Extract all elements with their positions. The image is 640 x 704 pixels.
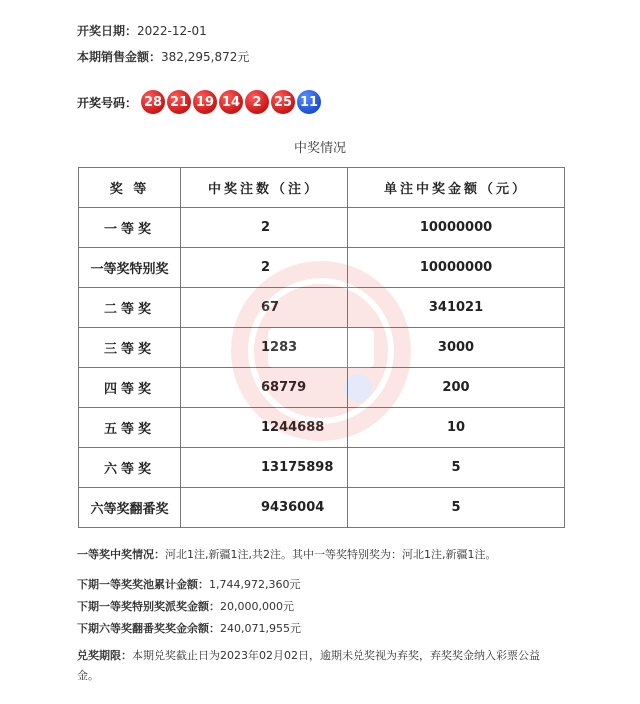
table-row	[79, 368, 565, 408]
red-ball: 28	[141, 90, 165, 114]
table-header-row	[79, 168, 565, 208]
red-ball: 21	[167, 90, 191, 114]
sales-amount	[77, 48, 249, 65]
prize-amount: 3000	[348, 328, 565, 368]
table-row	[79, 488, 565, 528]
special-prize-pool	[77, 598, 294, 614]
sixth-prize-pool	[77, 620, 301, 636]
prize-level: 一等奖特别奖	[79, 248, 181, 288]
jackpot-pool	[77, 576, 300, 592]
header-count: 中奖注数（注）	[181, 168, 348, 208]
prize-count: 67	[181, 288, 348, 328]
prize-count: 1244688	[181, 408, 348, 448]
prize-count: 1283	[181, 328, 348, 368]
prize-amount: 10000000	[348, 208, 565, 248]
deadline-label: 兑奖期限：	[77, 649, 132, 662]
prize-amount: 200	[348, 368, 565, 408]
header-amount: 单注中奖金额（元）	[348, 168, 565, 208]
first-detail-text: 河北1注,新疆1注,共2注。其中一等奖特别奖为：河北1注,新疆1注。	[165, 548, 497, 561]
prize-level: 五等奖	[79, 408, 181, 448]
pool2-label: 下期一等奖特别奖派奖金额：	[77, 600, 220, 613]
red-ball: 25	[271, 90, 295, 114]
red-ball: 2	[245, 90, 269, 114]
prize-level: 六等奖	[79, 448, 181, 488]
prize-level: 二等奖	[79, 288, 181, 328]
prize-amount: 5	[348, 448, 565, 488]
pool1-value: 1,744,972,360元	[209, 578, 301, 591]
prize-table	[78, 167, 565, 528]
winning-numbers	[77, 90, 323, 114]
prize-count: 13175898	[181, 448, 348, 488]
first-prize-detail	[77, 546, 496, 562]
prize-amount: 341021	[348, 288, 565, 328]
draw-date	[77, 22, 207, 39]
pool2-value: 20,000,000元	[220, 600, 294, 613]
table-row	[79, 448, 565, 488]
prize-level: 六等奖翻番奖	[79, 488, 181, 528]
pool3-label: 下期六等奖翻番奖奖金余额：	[77, 622, 220, 635]
prize-count: 68779	[181, 368, 348, 408]
sales-value: 382,295,872元	[161, 50, 250, 64]
table-row	[79, 328, 565, 368]
table-row	[79, 248, 565, 288]
draw-date-label: 开奖日期：	[77, 24, 138, 38]
prize-count: 2	[181, 248, 348, 288]
prize-level: 四等奖	[79, 368, 181, 408]
pool1-label: 下期一等奖奖池累计金额：	[77, 578, 209, 591]
sales-label: 本期销售金额：	[77, 50, 162, 64]
blue-ball: 11	[297, 90, 321, 114]
draw-date-value: 2022-12-01	[137, 24, 207, 38]
prize-level: 三等奖	[79, 328, 181, 368]
prize-amount: 5	[348, 488, 565, 528]
prize-amount: 10	[348, 408, 565, 448]
claim-deadline	[77, 646, 557, 686]
red-ball: 14	[219, 90, 243, 114]
pool3-value: 240,071,955元	[220, 622, 301, 635]
red-ball: 19	[193, 90, 217, 114]
numbers-label: 开奖号码：	[77, 95, 138, 110]
table-row	[79, 408, 565, 448]
prize-count: 2	[181, 208, 348, 248]
prize-count: 9436004	[181, 488, 348, 528]
prize-level: 一等奖	[79, 208, 181, 248]
deadline-text: 本期兑奖截止日为2023年02月02日，逾期未兑奖视为弃奖，弃奖奖金纳入彩票公益金。	[77, 649, 540, 682]
table-row	[79, 288, 565, 328]
section-title: 中奖情况	[293, 141, 346, 156]
prize-amount: 10000000	[348, 248, 565, 288]
header-level: 奖 等	[79, 168, 181, 208]
first-detail-label: 一等奖中奖情况：	[77, 548, 165, 561]
table-row	[79, 208, 565, 248]
